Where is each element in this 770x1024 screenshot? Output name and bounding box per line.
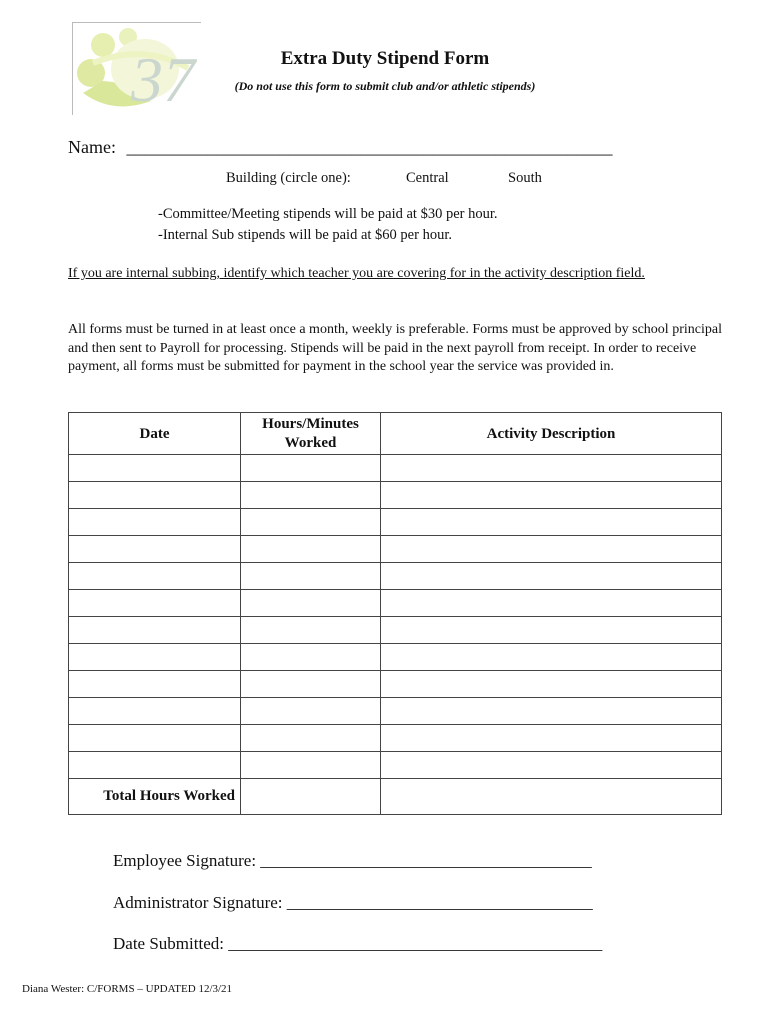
administrator-signature-field[interactable]: Administrator Signature: ____________________________________: [113, 893, 593, 912]
hours-cell[interactable]: [241, 725, 381, 752]
table-row: [69, 644, 722, 671]
rate-committee: -Committee/Meeting stipends will be paid at $30 per hour.: [158, 206, 498, 222]
hours-cell[interactable]: [241, 644, 381, 671]
date-cell[interactable]: [69, 698, 241, 725]
table-row: [69, 617, 722, 644]
activity-cell[interactable]: [381, 698, 722, 725]
activity-cell[interactable]: [381, 725, 722, 752]
table-row: [69, 482, 722, 509]
hours-cell[interactable]: [241, 563, 381, 590]
activity-cell[interactable]: [381, 482, 722, 509]
activity-cell[interactable]: [381, 509, 722, 536]
date-cell[interactable]: [69, 725, 241, 752]
form-subtitle: (Do not use this form to submit club and/or athletic stipends): [234, 79, 536, 93]
footer-revision-note: Diana Wester: C/FORMS – UPDATED 12/3/21: [22, 983, 233, 995]
activity-cell[interactable]: [381, 644, 722, 671]
building-option-south[interactable]: South: [508, 170, 542, 186]
table-row: [69, 671, 722, 698]
instructions-paragraph: All forms must be turned in at least once a month, weekly is preferable. Forms must be approved by school principal and then sent to Payroll for processing. Stipends will be paid in the next payroll from receipt. In order to receive payment, all forms must be submitted for payment in the school year the service was provided in.: [68, 322, 722, 374]
activity-cell[interactable]: [381, 536, 722, 563]
total-row: [69, 779, 722, 815]
table-row: [69, 752, 722, 779]
hours-cell[interactable]: [241, 482, 381, 509]
date-cell[interactable]: [69, 752, 241, 779]
total-activity-cell[interactable]: [381, 779, 722, 815]
table-header-row: [69, 413, 722, 455]
table-row: [69, 725, 722, 752]
hours-cell[interactable]: [241, 590, 381, 617]
hours-cell[interactable]: [241, 698, 381, 725]
activity-cell[interactable]: [381, 671, 722, 698]
table-row: [69, 698, 722, 725]
date-cell[interactable]: [69, 563, 241, 590]
col-header-hours: Hours/Minutes Worked: [241, 413, 381, 455]
name-blank[interactable]: ______________________________________________________: [126, 137, 613, 157]
date-submitted-field[interactable]: Date Submitted: ____________________________________________: [113, 934, 603, 953]
table-row: [69, 509, 722, 536]
date-cell[interactable]: [69, 590, 241, 617]
name-label: Name:: [68, 137, 116, 157]
hours-cell[interactable]: [241, 671, 381, 698]
table-row: [69, 536, 722, 563]
col-header-activity: Activity Description: [381, 413, 722, 455]
activity-cell[interactable]: [381, 455, 722, 482]
date-cell[interactable]: [69, 644, 241, 671]
total-hours-cell[interactable]: [241, 779, 381, 815]
employee-signature-field[interactable]: Employee Signature: _______________________________________: [113, 851, 592, 870]
rate-internal-sub: -Internal Sub stipends will be paid at $60 per hour.: [158, 227, 452, 243]
hours-cell[interactable]: [241, 455, 381, 482]
building-label: Building (circle one):: [226, 170, 351, 186]
hours-cell[interactable]: [241, 617, 381, 644]
date-cell[interactable]: [69, 482, 241, 509]
subbing-note: If you are internal subbing, identify which teacher you are covering for in the activity description field.: [68, 266, 645, 281]
date-cell[interactable]: [69, 617, 241, 644]
activity-cell[interactable]: [381, 752, 722, 779]
table-row: [69, 590, 722, 617]
table-row: [69, 563, 722, 590]
date-cell[interactable]: [69, 671, 241, 698]
col-header-date: Date: [69, 413, 241, 455]
name-field[interactable]: [68, 137, 612, 158]
hours-cell[interactable]: [241, 509, 381, 536]
logo-numerals: 37: [131, 44, 195, 115]
hours-cell[interactable]: [241, 752, 381, 779]
date-cell[interactable]: [69, 509, 241, 536]
activity-cell[interactable]: [381, 617, 722, 644]
form-title: Extra Duty Stipend Form: [280, 48, 490, 69]
total-hours-label: Total Hours Worked: [69, 779, 241, 815]
activity-cell[interactable]: [381, 563, 722, 590]
activity-cell[interactable]: [381, 590, 722, 617]
building-option-central[interactable]: Central: [406, 170, 449, 186]
date-cell[interactable]: [69, 536, 241, 563]
table-row: [69, 455, 722, 482]
date-cell[interactable]: [69, 455, 241, 482]
hours-cell[interactable]: [241, 536, 381, 563]
stipend-log-table: [68, 412, 722, 815]
